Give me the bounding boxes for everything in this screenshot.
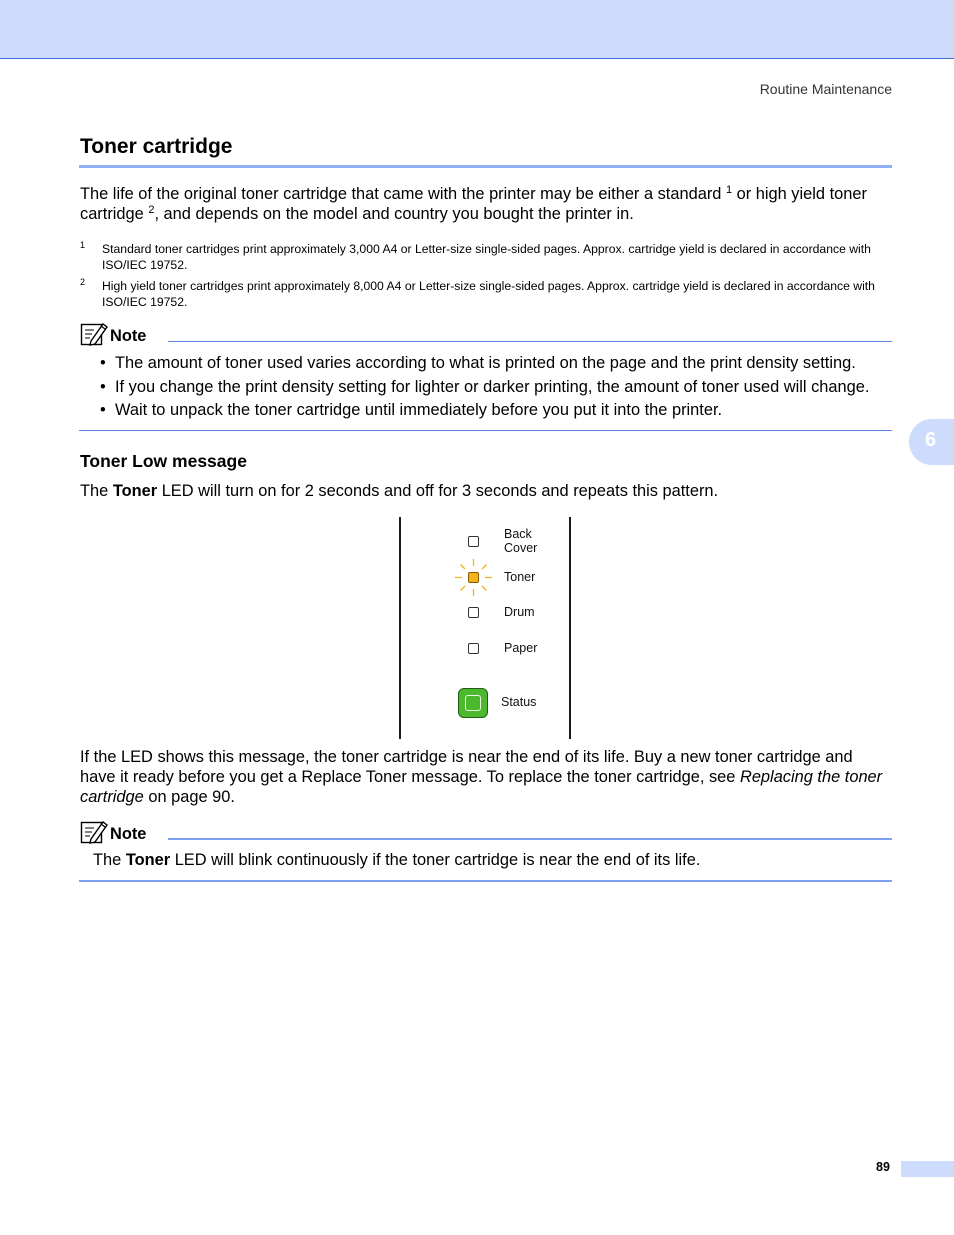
intro-paragraph [80, 184, 892, 224]
chapter-tab[interactable] [909, 419, 954, 465]
footnote-text: High yield toner cartridges print approximately 8,000 A4 or Letter-size single-sided pages. Approx. cartridge yield is declared in accordance with ISO/IEC 19752. [102, 279, 875, 309]
body-paragraph [80, 747, 892, 807]
note-end-rule [79, 430, 892, 431]
back-cover-label [504, 528, 537, 555]
note-heading-rule [168, 341, 892, 342]
label-line: Cover [504, 540, 538, 555]
footnote-text: Standard toner cartridges print approximately 3,000 A4 or Letter-size single-sided pages. Approx. cartridge yield is declared in accordance with ISO/IEC 19752. [102, 242, 871, 272]
led-glow-icon [454, 558, 493, 597]
intro-text-1: The life of the original toner cartridge that came with the printer may be either a standard [80, 185, 726, 203]
status-button [458, 688, 488, 718]
section-title: Toner cartridge [80, 135, 233, 158]
header-band [0, 0, 954, 59]
intro-text-2: or high yield toner cartridge [80, 185, 867, 223]
text: If the LED shows this message, the toner cartridge is near the end of its life. Buy a new toner cartridge and have it ready before you get a Replace Toner message. To replace the toner cartridge, see [80, 748, 853, 786]
text: LED will blink continuously if the toner cartridge is near the end of its life. [170, 851, 701, 869]
footnote-ref-2[interactable]: 2 [148, 204, 155, 216]
list-item: • Wait to unpack the toner cartridge until immediately before you put it into the printer. [100, 399, 900, 423]
text: LED will turn on for 2 seconds and off for 3 seconds and repeats this pattern. [157, 482, 719, 500]
page-number: 89 [876, 1160, 890, 1174]
footnote-1 [80, 241, 892, 273]
back-cover-led [468, 536, 479, 547]
list-item: • The amount of toner used varies according to what is printed on the page and the print density setting. [100, 352, 900, 376]
note-bullet-list [100, 352, 900, 423]
footnote-ref-1[interactable]: 1 [725, 184, 733, 196]
note-text [93, 850, 892, 870]
footnote-number: 1 [80, 240, 86, 250]
footnote-2 [80, 278, 892, 310]
note-label: Note [110, 825, 147, 843]
cross-reference-link[interactable]: Replacing the toner cartridge [80, 768, 883, 806]
section-title-rule [79, 165, 892, 168]
drum-led [468, 607, 479, 618]
note-label: Note [110, 327, 147, 345]
label-line: Back [504, 527, 532, 541]
toner-label: Toner [504, 570, 536, 584]
intro-text-3: , and depends on the model and country you bought the printer in. [154, 205, 634, 223]
toner-led [468, 572, 479, 583]
running-title: Routine Maintenance [759, 81, 892, 97]
note-pencil-icon [80, 819, 108, 845]
status-label: Status [501, 695, 537, 709]
toner-low-paragraph [80, 481, 892, 501]
drum-label: Drum [504, 605, 535, 619]
note-pencil-icon [80, 321, 108, 347]
text: The [93, 851, 126, 869]
subsection-title: Toner Low message [80, 451, 247, 471]
chapter-number: 6 [925, 429, 937, 451]
note-end-rule [79, 880, 892, 882]
text: The [80, 482, 113, 500]
led-panel-illustration [399, 517, 571, 739]
footnote-number: 2 [80, 277, 86, 287]
paper-label: Paper [504, 641, 538, 655]
paper-led [468, 643, 479, 654]
page-number-tab [901, 1161, 954, 1177]
toner-emphasis: Toner [112, 482, 158, 500]
note-heading-rule [168, 838, 892, 840]
text: on page 90. [143, 788, 235, 806]
list-item: • If you change the print density setting for lighter or darker printing, the amount of toner used will change. [100, 376, 900, 400]
toner-emphasis: Toner [125, 851, 171, 869]
